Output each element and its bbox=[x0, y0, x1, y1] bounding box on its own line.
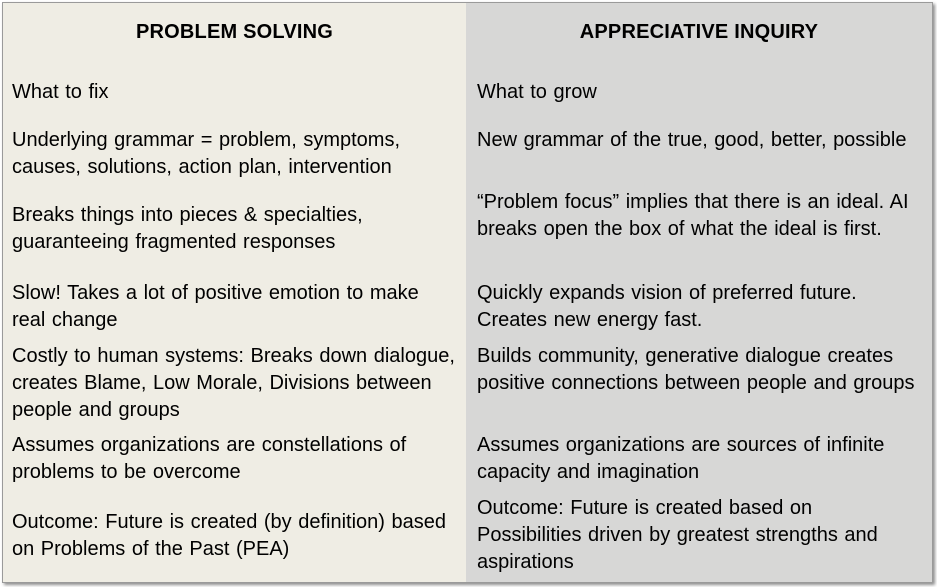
comparison-table bbox=[2, 2, 933, 583]
problem-solving-column bbox=[3, 3, 466, 582]
problem-solving-heading: PROBLEM SOLVING bbox=[135, 21, 334, 43]
problem-solving-row-2: Underlying grammar = problem, symptoms, causes, solutions, action plan, intervention bbox=[12, 129, 401, 178]
appreciative-inquiry-row-1: What to grow bbox=[477, 81, 597, 103]
appreciative-inquiry-heading: APPRECIATIVE INQUIRY bbox=[579, 21, 819, 43]
appreciative-inquiry-row-2: New grammar of the true, good, better, possible bbox=[477, 129, 907, 151]
problem-solving-row-5: Costly to human systems: Breaks down dialogue, creates Blame, Low Morale, Divisions between people and groups bbox=[12, 345, 455, 421]
problem-solving-row-6: Assumes organizations are constellations of problems to be overcome bbox=[12, 434, 407, 483]
appreciative-inquiry-row-3: “Problem focus” implies that there is an ideal. AI breaks open the box of what the ideal is first. bbox=[477, 191, 909, 240]
appreciative-inquiry-row-4: Quickly expands vision of preferred future. Creates new energy fast. bbox=[477, 282, 857, 331]
problem-solving-row-7: Outcome: Future is created (by definition) based on Problems of the Past (PEA) bbox=[12, 511, 446, 560]
problem-solving-row-1: What to fix bbox=[12, 81, 109, 103]
problem-solving-row-3: Breaks things into pieces & specialties, guaranteeing fragmented responses bbox=[12, 204, 363, 253]
appreciative-inquiry-row-7: Outcome: Future is created based on Possibilities driven by greatest strengths and aspirations bbox=[477, 497, 878, 573]
problem-solving-row-4: Slow! Takes a lot of positive emotion to make real change bbox=[12, 282, 419, 331]
appreciative-inquiry-row-5: Builds community, generative dialogue creates positive connections between people and groups bbox=[477, 345, 915, 394]
appreciative-inquiry-row-6: Assumes organizations are sources of infinite capacity and imagination bbox=[477, 434, 885, 483]
appreciative-inquiry-column bbox=[466, 3, 932, 582]
